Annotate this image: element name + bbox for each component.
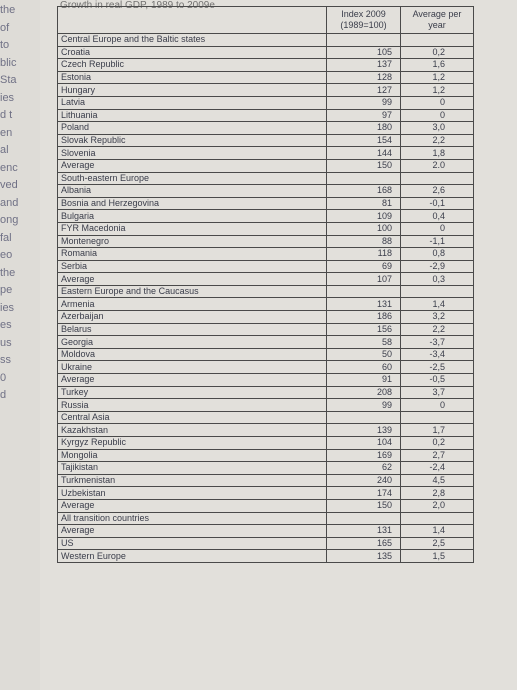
table-row: [58, 323, 474, 336]
row-label: Central Europe and the Baltic states: [58, 34, 327, 47]
table-row: [58, 260, 474, 273]
table-row: [58, 285, 474, 298]
row-index: [327, 285, 401, 298]
row-average: 0,2: [401, 437, 474, 450]
margin-text-fragment: us: [0, 336, 12, 349]
row-average: 2,8: [401, 487, 474, 500]
row-index: 168: [327, 185, 401, 198]
row-average: 2,5: [401, 537, 474, 550]
margin-text-fragment: d: [0, 389, 7, 401]
row-index: 62: [327, 462, 401, 475]
header-average: Average per year: [401, 7, 474, 34]
row-label: Moldova: [58, 348, 327, 361]
row-index: [327, 411, 401, 424]
row-label: Slovak Republic: [58, 134, 327, 147]
row-average: 1,8: [401, 147, 474, 160]
margin-text-fragment: and: [0, 196, 19, 209]
row-label: Czech Republic: [58, 59, 327, 72]
row-label: Average: [58, 374, 327, 387]
row-label: Average: [58, 499, 327, 512]
row-index: 107: [327, 273, 401, 286]
row-label: All transition countries: [58, 512, 327, 525]
row-label: Serbia: [58, 260, 327, 273]
table-row: [58, 134, 474, 147]
table-row: [58, 34, 474, 47]
table-row: [58, 84, 474, 97]
row-label: Montenegro: [58, 235, 327, 248]
header-index: Index 2009 (1989=100): [327, 7, 401, 34]
row-label: Turkmenistan: [58, 474, 327, 487]
row-index: 97: [327, 109, 401, 122]
row-index: 150: [327, 159, 401, 172]
row-index: 139: [327, 424, 401, 437]
margin-text-fragment: ss: [0, 354, 11, 366]
table-row: [58, 336, 474, 349]
margin-text-fragment: enc: [0, 161, 18, 174]
row-index: 105: [327, 46, 401, 59]
table-row: [58, 437, 474, 450]
margin-text-fragment: of: [0, 21, 10, 34]
gdp-growth-table: [57, 6, 474, 563]
row-index: 165: [327, 537, 401, 550]
row-average: 2,2: [401, 134, 474, 147]
row-average: -1,1: [401, 235, 474, 248]
row-index: 180: [327, 122, 401, 135]
table-row: [58, 424, 474, 437]
table-row: [58, 474, 474, 487]
row-index: 137: [327, 59, 401, 72]
row-index: 154: [327, 134, 401, 147]
row-average: 1,5: [401, 550, 474, 563]
row-average: -0,1: [401, 197, 474, 210]
margin-text-fragment: 0: [0, 371, 7, 384]
table-row: [58, 348, 474, 361]
row-average: [401, 172, 474, 185]
table-header-row: [58, 7, 474, 34]
row-average: 1,2: [401, 71, 474, 84]
row-label: Ukraine: [58, 361, 327, 374]
table-row: [58, 462, 474, 475]
row-label: Western Europe: [58, 550, 327, 563]
row-index: 109: [327, 210, 401, 223]
row-index: 131: [327, 298, 401, 311]
row-average: 3,7: [401, 386, 474, 399]
row-average: [401, 285, 474, 298]
row-label: Slovenia: [58, 147, 327, 160]
table-row: [58, 499, 474, 512]
table-row: [58, 159, 474, 172]
table-row: [58, 147, 474, 160]
margin-text-fragment: Sta: [0, 74, 17, 86]
row-average: 0: [401, 109, 474, 122]
margin-text-fragment: to: [0, 39, 10, 51]
row-label: Georgia: [58, 336, 327, 349]
row-index: 50: [327, 348, 401, 361]
table-row: [58, 374, 474, 387]
row-label: Romania: [58, 248, 327, 261]
margin-text-fragment: d t: [0, 109, 13, 121]
row-average: 2,0: [401, 499, 474, 512]
row-index: 99: [327, 96, 401, 109]
row-label: Tajikistan: [58, 462, 327, 475]
table-row: [58, 487, 474, 500]
table-row: [58, 235, 474, 248]
table-row: [58, 109, 474, 122]
row-average: -2,5: [401, 361, 474, 374]
row-average: -2,9: [401, 260, 474, 273]
row-average: 1,2: [401, 84, 474, 97]
row-index: 135: [327, 550, 401, 563]
row-index: 128: [327, 71, 401, 84]
row-label: Average: [58, 159, 327, 172]
table-row: [58, 399, 474, 412]
row-average: [401, 411, 474, 424]
row-label: Central Asia: [58, 411, 327, 424]
row-index: 81: [327, 197, 401, 210]
table-row: [58, 71, 474, 84]
table-row: [58, 537, 474, 550]
table-row: [58, 411, 474, 424]
margin-text-fragment: ies: [0, 91, 15, 104]
row-label: Kazakhstan: [58, 424, 327, 437]
table-row: [58, 525, 474, 538]
margin-text-fragment: ong: [0, 214, 19, 226]
row-average: 3,0: [401, 122, 474, 135]
table-row: [58, 273, 474, 286]
margin-text-fragment: fal: [0, 231, 12, 244]
row-average: 1,4: [401, 298, 474, 311]
row-average: -0,5: [401, 374, 474, 387]
row-index: 150: [327, 499, 401, 512]
margin-text-fragment: pe: [0, 284, 13, 296]
row-average: 0: [401, 222, 474, 235]
row-label: Belarus: [58, 323, 327, 336]
margin-text-fragment: en: [0, 126, 13, 139]
row-average: [401, 512, 474, 525]
row-label: FYR Macedonia: [58, 222, 327, 235]
row-index: [327, 34, 401, 47]
row-index: 99: [327, 399, 401, 412]
row-label: US: [58, 537, 327, 550]
row-index: [327, 512, 401, 525]
row-index: 174: [327, 487, 401, 500]
row-average: 0,3: [401, 273, 474, 286]
row-label: South-eastern Europe: [58, 172, 327, 185]
row-label: Poland: [58, 122, 327, 135]
margin-text-fragment: al: [0, 144, 9, 156]
table-row: [58, 386, 474, 399]
header-country: [58, 7, 327, 34]
row-average: -3,7: [401, 336, 474, 349]
table-row: [58, 311, 474, 324]
row-index: 91: [327, 374, 401, 387]
row-index: 144: [327, 147, 401, 160]
facing-page-margin: [0, 0, 40, 690]
table-row: [58, 550, 474, 563]
margin-text-fragment: ved: [0, 179, 18, 191]
row-index: 58: [327, 336, 401, 349]
margin-text-fragment: the: [0, 266, 16, 279]
row-label: Estonia: [58, 71, 327, 84]
row-label: Average: [58, 273, 327, 286]
row-label: Average: [58, 525, 327, 538]
row-average: 0: [401, 96, 474, 109]
row-index: 69: [327, 260, 401, 273]
row-index: 169: [327, 449, 401, 462]
row-label: Croatia: [58, 46, 327, 59]
row-index: 100: [327, 222, 401, 235]
row-average: 0,2: [401, 46, 474, 59]
row-label: Lithuania: [58, 109, 327, 122]
row-average: 0,8: [401, 248, 474, 261]
table-row: [58, 122, 474, 135]
row-index: 88: [327, 235, 401, 248]
row-index: [327, 172, 401, 185]
row-label: Uzbekistan: [58, 487, 327, 500]
row-index: 118: [327, 248, 401, 261]
table-row: [58, 96, 474, 109]
table-row: [58, 59, 474, 72]
row-label: Armenia: [58, 298, 327, 311]
row-average: [401, 34, 474, 47]
table-row: [58, 172, 474, 185]
row-label: Turkey: [58, 386, 327, 399]
margin-text-fragment: ies: [0, 301, 15, 314]
row-label: Russia: [58, 399, 327, 412]
table-row: [58, 298, 474, 311]
row-label: Hungary: [58, 84, 327, 97]
row-index: 104: [327, 437, 401, 450]
row-average: 3,2: [401, 311, 474, 324]
table-row: [58, 512, 474, 525]
row-label: Azerbaijan: [58, 311, 327, 324]
margin-text-fragment: the: [0, 4, 16, 16]
table-row: [58, 248, 474, 261]
row-index: 208: [327, 386, 401, 399]
row-index: 186: [327, 311, 401, 324]
table-row: [58, 46, 474, 59]
table-row: [58, 197, 474, 210]
table-row: [58, 210, 474, 223]
row-average: 0,4: [401, 210, 474, 223]
row-average: 1,6: [401, 59, 474, 72]
row-label: Eastern Europe and the Caucasus: [58, 285, 327, 298]
row-label: Latvia: [58, 96, 327, 109]
row-average: -3,4: [401, 348, 474, 361]
row-average: 2,6: [401, 185, 474, 198]
row-average: 2.0: [401, 159, 474, 172]
row-label: Bulgaria: [58, 210, 327, 223]
table-row: [58, 185, 474, 198]
row-average: 2,7: [401, 449, 474, 462]
row-average: -2,4: [401, 462, 474, 475]
row-average: 1,4: [401, 525, 474, 538]
row-average: 4,5: [401, 474, 474, 487]
margin-text-fragment: blic: [0, 56, 17, 69]
table-row: [58, 361, 474, 374]
row-label: Albania: [58, 185, 327, 198]
row-average: 0: [401, 399, 474, 412]
table-row: [58, 222, 474, 235]
row-index: 127: [327, 84, 401, 97]
row-index: 240: [327, 474, 401, 487]
row-label: Mongolia: [58, 449, 327, 462]
row-average: 2,2: [401, 323, 474, 336]
table-row: [58, 449, 474, 462]
row-index: 131: [327, 525, 401, 538]
row-label: Kyrgyz Republic: [58, 437, 327, 450]
row-label: Bosnia and Herzegovina: [58, 197, 327, 210]
row-index: 60: [327, 361, 401, 374]
margin-text-fragment: eo: [0, 249, 13, 261]
table-title: Growth in real GDP, 1989 to 2009e: [60, 0, 215, 11]
row-index: 156: [327, 323, 401, 336]
row-average: 1,7: [401, 424, 474, 437]
margin-text-fragment: es: [0, 319, 12, 331]
